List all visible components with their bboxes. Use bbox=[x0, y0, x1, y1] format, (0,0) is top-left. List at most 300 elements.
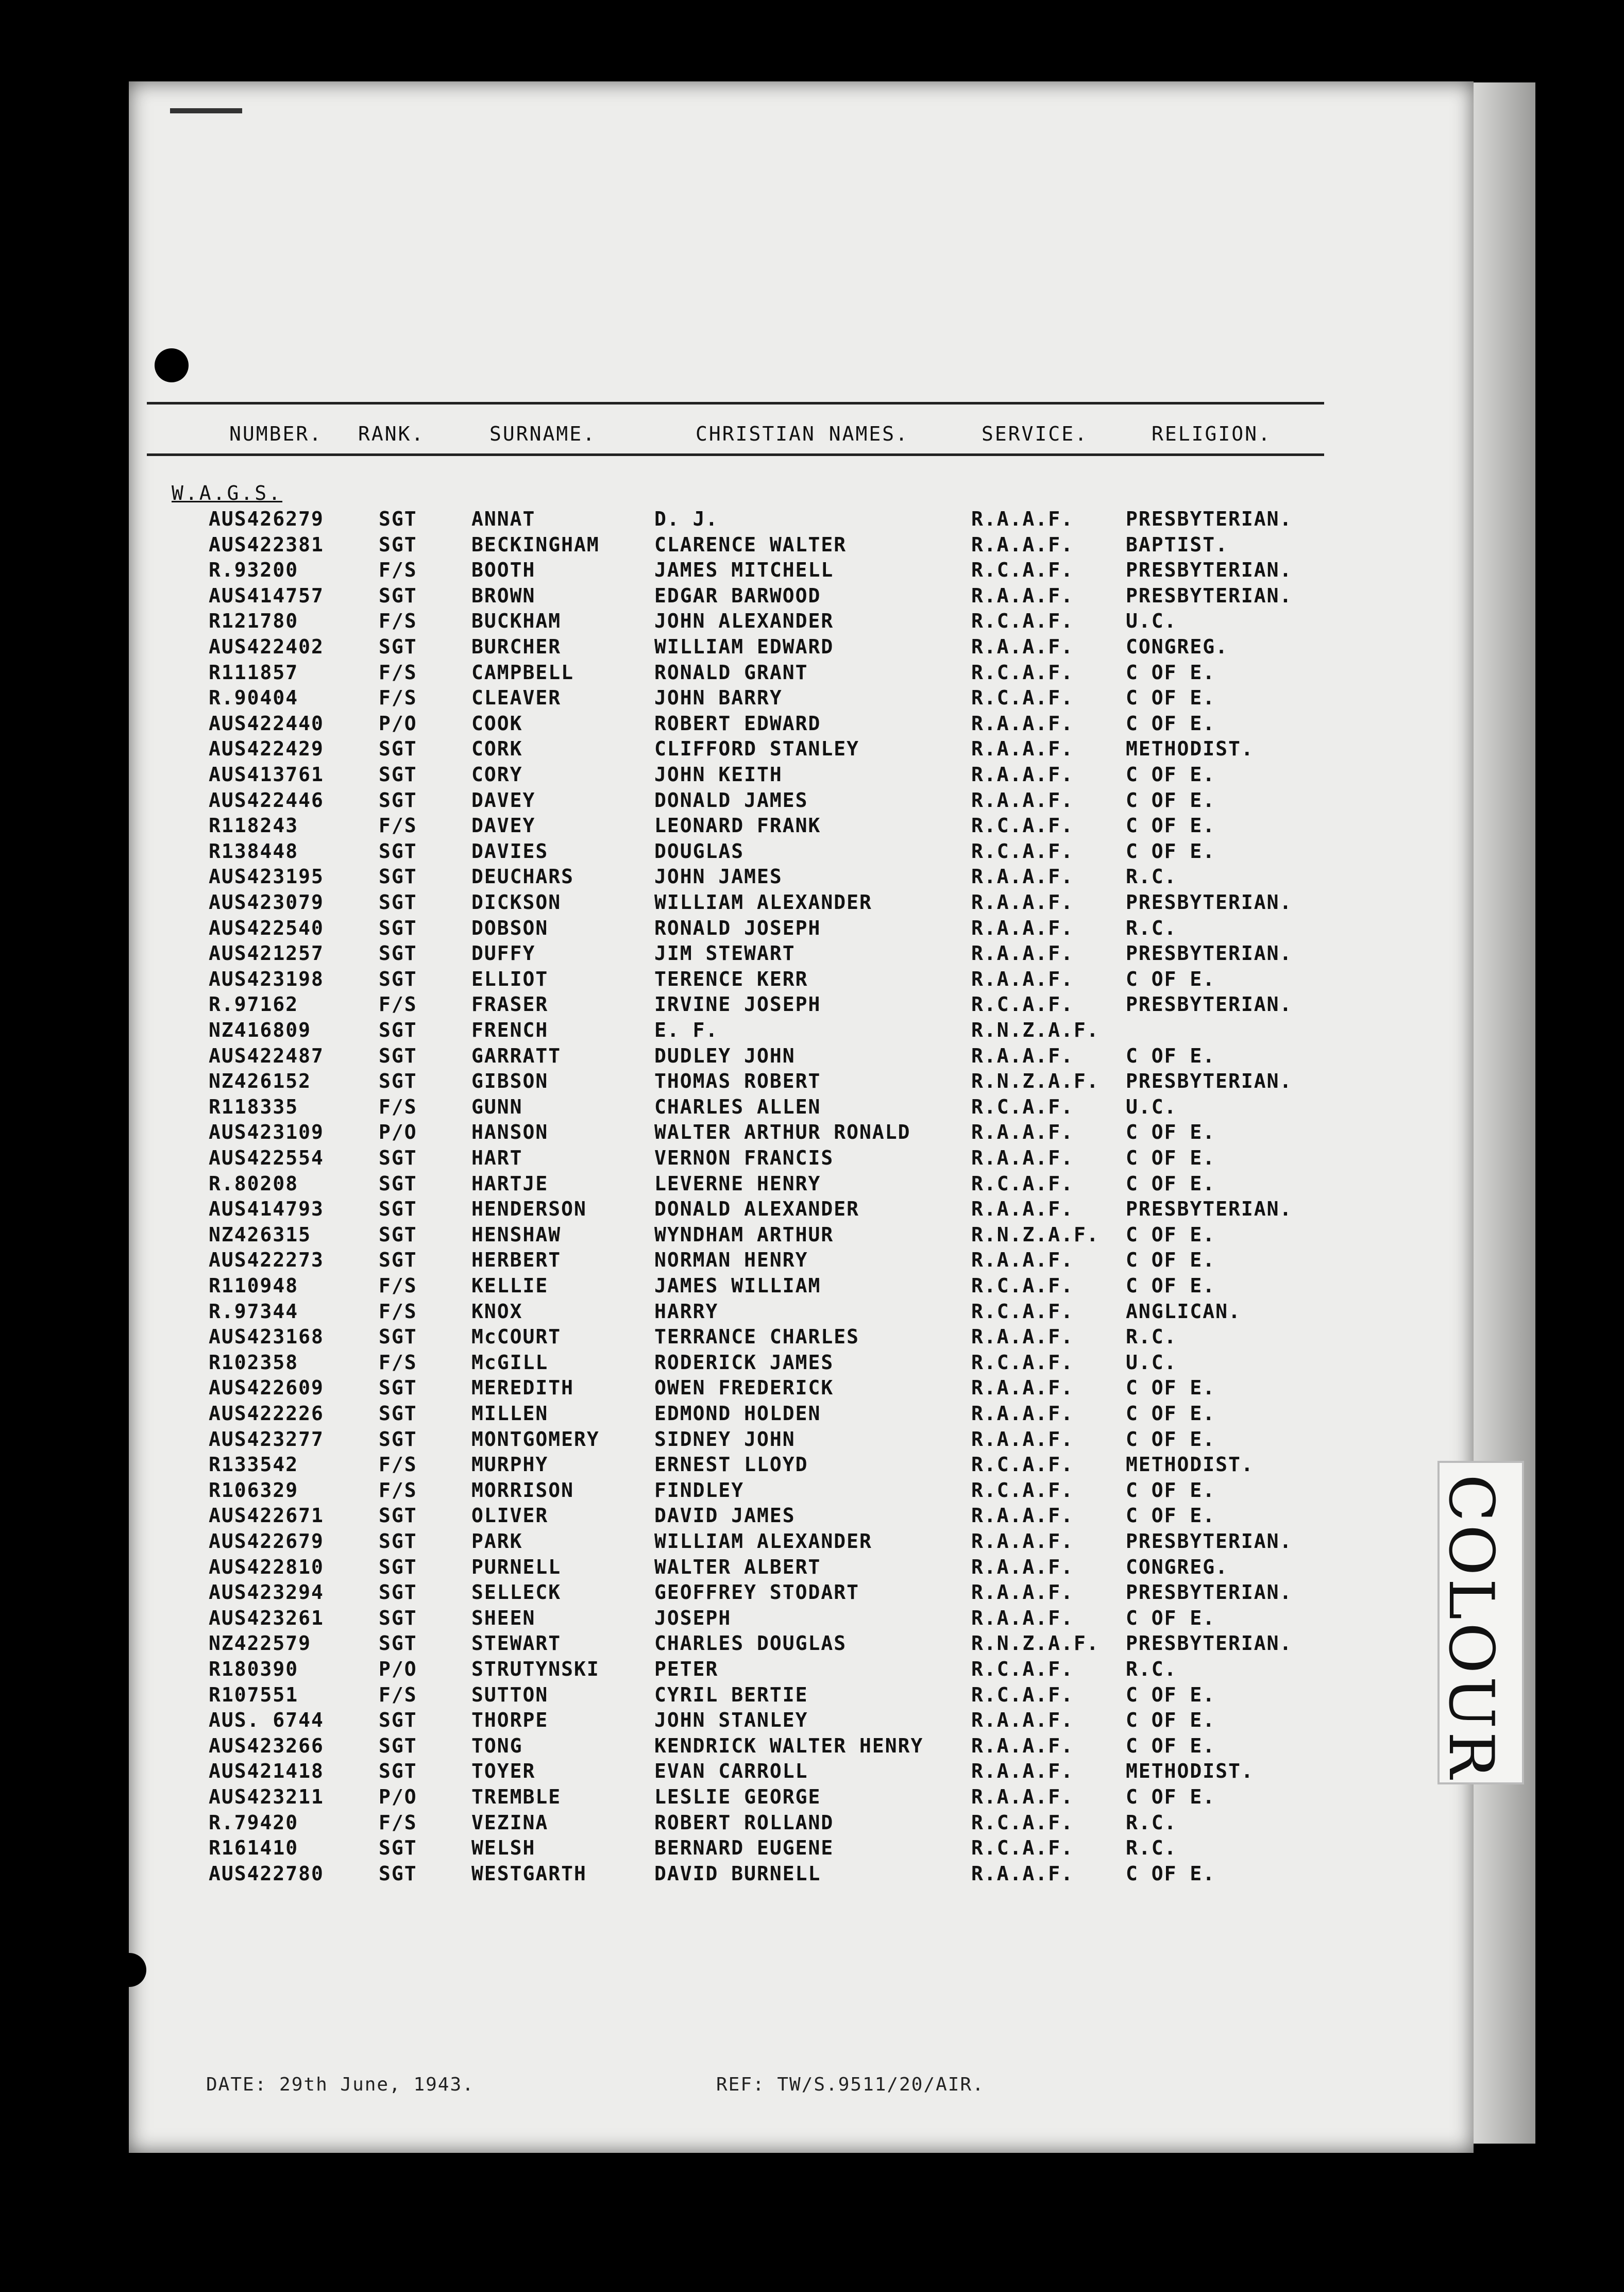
cell-surname: HARTJE bbox=[471, 1172, 549, 1195]
colour-tag-text: COLOUR bbox=[1435, 1474, 1507, 1781]
cell-christian-names: PETER bbox=[654, 1658, 719, 1680]
header-surname: SURNAME. bbox=[489, 423, 597, 445]
table-row bbox=[0, 610, 1391, 635]
cell-service: R.A.A.F. bbox=[971, 916, 1074, 939]
cell-service: R.A.A.F. bbox=[971, 1044, 1074, 1067]
punch-hole-top bbox=[155, 348, 189, 382]
cell-surname: BROWN bbox=[471, 584, 536, 607]
cell-religion: C OF E. bbox=[1126, 1862, 1216, 1885]
table-row bbox=[0, 1249, 1391, 1274]
cell-service: R.A.A.F. bbox=[971, 1249, 1074, 1272]
cell-service: R.N.Z.A.F. bbox=[971, 1019, 1099, 1041]
cell-surname: DICKSON bbox=[471, 891, 562, 914]
table-row bbox=[0, 1325, 1391, 1351]
cell-surname: SELLECK bbox=[471, 1581, 562, 1604]
cell-surname: BOOTH bbox=[471, 559, 536, 582]
cell-religion: C OF E. bbox=[1126, 1683, 1216, 1706]
cell-religion: CONGREG. bbox=[1126, 1555, 1229, 1578]
cell-surname: HANSON bbox=[471, 1121, 549, 1144]
table-row bbox=[0, 1044, 1391, 1070]
cell-number: AUS423294 bbox=[209, 1581, 324, 1604]
cell-religion: C OF E. bbox=[1126, 661, 1216, 684]
cell-surname: WELSH bbox=[471, 1836, 536, 1860]
cell-rank: P/O bbox=[379, 1658, 417, 1680]
table-row bbox=[0, 1760, 1391, 1785]
cell-surname: WESTGARTH bbox=[471, 1862, 587, 1885]
cell-christian-names: JOHN JAMES bbox=[654, 865, 783, 888]
table-row bbox=[0, 1453, 1391, 1479]
cell-rank: SGT bbox=[379, 737, 417, 761]
cell-number: R.93200 bbox=[209, 559, 299, 582]
cell-rank: F/S bbox=[379, 1453, 417, 1476]
cell-rank: SGT bbox=[379, 1249, 417, 1272]
cell-number: AUS421418 bbox=[209, 1760, 324, 1783]
cell-christian-names: KENDRICK WALTER HENRY bbox=[654, 1734, 924, 1757]
cell-service: R.A.A.F. bbox=[971, 1427, 1074, 1451]
cell-christian-names: JAMES WILLIAM bbox=[654, 1274, 821, 1297]
header-rule-bottom bbox=[147, 453, 1324, 456]
cell-service: R.A.A.F. bbox=[971, 1530, 1074, 1553]
table-row bbox=[0, 1300, 1391, 1326]
cell-religion: R.C. bbox=[1126, 865, 1177, 888]
cell-service: R.C.A.F. bbox=[971, 1300, 1074, 1323]
cell-surname: DEUCHARS bbox=[471, 865, 574, 888]
cell-religion: C OF E. bbox=[1126, 788, 1216, 812]
cell-surname: DAVEY bbox=[471, 814, 536, 837]
table-row bbox=[0, 1607, 1391, 1632]
cell-christian-names: WYNDHAM ARTHUR bbox=[654, 1223, 834, 1246]
cell-service: R.C.A.F. bbox=[971, 993, 1074, 1016]
cell-religion: PRESBYTERIAN. bbox=[1126, 1070, 1293, 1093]
cell-religion: U.C. bbox=[1126, 1351, 1177, 1374]
cell-surname: ELLIOT bbox=[471, 967, 549, 990]
cell-christian-names: RONALD JOSEPH bbox=[654, 916, 821, 939]
cell-service: R.A.A.F. bbox=[971, 737, 1074, 761]
cell-surname: DAVIES bbox=[471, 839, 549, 863]
cell-religion: C OF E. bbox=[1126, 1427, 1216, 1451]
cell-religion: C OF E. bbox=[1126, 1223, 1216, 1246]
cell-surname: DUFFY bbox=[471, 942, 536, 965]
cell-service: R.A.A.F. bbox=[971, 891, 1074, 914]
cell-number: NZ426315 bbox=[209, 1223, 312, 1246]
cell-number: AUS422540 bbox=[209, 916, 324, 939]
table-row bbox=[0, 814, 1391, 840]
cell-service: R.C.A.F. bbox=[971, 686, 1074, 710]
cell-religion: ANGLICAN. bbox=[1126, 1300, 1241, 1323]
cell-service: R.A.A.F. bbox=[971, 942, 1074, 965]
table-row bbox=[0, 1351, 1391, 1377]
cell-number: R106329 bbox=[209, 1478, 299, 1502]
table-row bbox=[0, 1070, 1391, 1096]
table-row bbox=[0, 1581, 1391, 1607]
cell-number: AUS422487 bbox=[209, 1044, 324, 1067]
cell-christian-names: JOHN KEITH bbox=[654, 763, 783, 786]
cell-religion: PRESBYTERIAN. bbox=[1126, 1581, 1293, 1604]
cell-christian-names: WALTER ALBERT bbox=[654, 1555, 821, 1578]
cell-christian-names: RODERICK JAMES bbox=[654, 1351, 834, 1374]
footer-date: DATE: 29th June, 1943. bbox=[206, 2074, 475, 2095]
cell-number: R.79420 bbox=[209, 1811, 299, 1834]
cell-rank: SGT bbox=[379, 1427, 417, 1451]
cell-christian-names: FINDLEY bbox=[654, 1478, 745, 1502]
cell-service: R.C.A.F. bbox=[971, 661, 1074, 684]
cell-religion: PRESBYTERIAN. bbox=[1126, 942, 1293, 965]
cell-service: R.A.A.F. bbox=[971, 967, 1074, 990]
cell-number: AUS423195 bbox=[209, 865, 324, 888]
cell-christian-names: IRVINE JOSEPH bbox=[654, 993, 821, 1016]
cell-christian-names: THOMAS ROBERT bbox=[654, 1070, 821, 1093]
cell-religion: PRESBYTERIAN. bbox=[1126, 993, 1293, 1016]
cell-service: R.C.A.F. bbox=[971, 610, 1074, 633]
cell-number: AUS426279 bbox=[209, 508, 324, 530]
table-row bbox=[0, 968, 1391, 993]
cell-christian-names: JOHN STANLEY bbox=[654, 1709, 808, 1732]
table-row bbox=[0, 942, 1391, 968]
cell-religion: C OF E. bbox=[1126, 1785, 1216, 1808]
table-row bbox=[0, 635, 1391, 661]
cell-christian-names: ROBERT EDWARD bbox=[654, 712, 821, 735]
cell-rank: SGT bbox=[379, 839, 417, 863]
cell-number: AUS422440 bbox=[209, 712, 324, 735]
cell-rank: SGT bbox=[379, 1147, 417, 1169]
cell-religion: PRESBYTERIAN. bbox=[1126, 1632, 1293, 1655]
cell-number: NZ416809 bbox=[209, 1019, 312, 1041]
cell-service: R.C.A.F. bbox=[971, 1683, 1074, 1706]
cell-rank: F/S bbox=[379, 559, 417, 582]
cell-service: R.A.A.F. bbox=[971, 1760, 1074, 1783]
cell-christian-names: D. J. bbox=[654, 508, 719, 530]
cell-number: R.80208 bbox=[209, 1172, 299, 1195]
cell-number: NZ426152 bbox=[209, 1070, 312, 1093]
cell-number: AUS423266 bbox=[209, 1734, 324, 1757]
cell-christian-names: CYRIL BERTIE bbox=[654, 1683, 808, 1706]
cell-rank: F/S bbox=[379, 1351, 417, 1374]
cell-rank: SGT bbox=[379, 763, 417, 786]
table-row bbox=[0, 1223, 1391, 1249]
cell-number: R161410 bbox=[209, 1836, 299, 1860]
paper-edge bbox=[1474, 82, 1535, 2144]
cell-religion: C OF E. bbox=[1126, 712, 1216, 735]
table-row bbox=[0, 1172, 1391, 1198]
cell-service: R.C.A.F. bbox=[971, 839, 1074, 863]
table-row bbox=[0, 1121, 1391, 1147]
table-row bbox=[0, 1836, 1391, 1862]
cell-rank: SGT bbox=[379, 1019, 417, 1041]
table-row bbox=[0, 686, 1391, 712]
cell-number: R138448 bbox=[209, 839, 299, 863]
cell-number: AUS423198 bbox=[209, 967, 324, 990]
table-row bbox=[0, 1504, 1391, 1530]
cell-christian-names: CLIFFORD STANLEY bbox=[654, 737, 860, 761]
cell-service: R.A.A.F. bbox=[971, 1555, 1074, 1578]
cell-surname: CAMPBELL bbox=[471, 661, 574, 684]
table-row bbox=[0, 533, 1391, 559]
cell-religion: C OF E. bbox=[1126, 1147, 1216, 1169]
cell-number: AUS422226 bbox=[209, 1402, 324, 1425]
cell-service: R.A.A.F. bbox=[971, 1402, 1074, 1425]
cell-rank: F/S bbox=[379, 1300, 417, 1323]
cell-christian-names: JOSEPH bbox=[654, 1606, 732, 1629]
cell-number: AUS413761 bbox=[209, 763, 324, 786]
cell-service: R.C.A.F. bbox=[971, 1811, 1074, 1834]
cell-number: AUS423168 bbox=[209, 1325, 324, 1349]
section-label: W.A.G.S. bbox=[172, 482, 283, 504]
cell-service: R.A.A.F. bbox=[971, 1785, 1074, 1808]
cell-number: AUS423079 bbox=[209, 891, 324, 914]
cell-christian-names: JOHN ALEXANDER bbox=[654, 610, 834, 633]
cell-rank: P/O bbox=[379, 712, 417, 735]
cell-number: R110948 bbox=[209, 1274, 299, 1297]
cell-service: R.A.A.F. bbox=[971, 1504, 1074, 1527]
cell-number: R118335 bbox=[209, 1095, 299, 1118]
table-row bbox=[0, 840, 1391, 866]
table-row bbox=[0, 508, 1391, 533]
cell-christian-names: EDGAR BARWOOD bbox=[654, 584, 821, 607]
cell-surname: DAVEY bbox=[471, 788, 536, 812]
cell-service: R.C.A.F. bbox=[971, 1351, 1074, 1374]
cell-number: R111857 bbox=[209, 661, 299, 684]
cell-religion: PRESBYTERIAN. bbox=[1126, 1198, 1293, 1221]
cell-rank: SGT bbox=[379, 1070, 417, 1093]
cell-religion: U.C. bbox=[1126, 610, 1177, 633]
header-rule-top bbox=[147, 402, 1324, 405]
cell-service: R.A.A.F. bbox=[971, 1581, 1074, 1604]
cell-surname: MORRISON bbox=[471, 1478, 574, 1502]
cell-religion: METHODIST. bbox=[1126, 1453, 1254, 1476]
cell-surname: HART bbox=[471, 1147, 523, 1169]
cell-surname: PARK bbox=[471, 1530, 523, 1553]
cell-rank: SGT bbox=[379, 891, 417, 914]
cell-religion: C OF E. bbox=[1126, 1044, 1216, 1067]
cell-christian-names: CHARLES ALLEN bbox=[654, 1095, 821, 1118]
cell-rank: SGT bbox=[379, 1325, 417, 1349]
table-row bbox=[0, 1198, 1391, 1223]
cell-christian-names: DONALD JAMES bbox=[654, 788, 808, 812]
cell-rank: F/S bbox=[379, 814, 417, 837]
cell-christian-names: NORMAN HENRY bbox=[654, 1249, 808, 1272]
cell-service: R.A.A.F. bbox=[971, 865, 1074, 888]
cell-surname: BUCKHAM bbox=[471, 610, 562, 633]
cell-surname: FRASER bbox=[471, 993, 549, 1016]
cell-surname: COOK bbox=[471, 712, 523, 735]
cell-christian-names: SIDNEY JOHN bbox=[654, 1427, 796, 1451]
cell-religion: BAPTIST. bbox=[1126, 533, 1229, 556]
header-religion: RELIGION. bbox=[1152, 423, 1272, 445]
cell-number: AUS414757 bbox=[209, 584, 324, 607]
cell-surname: STRUTYNSKI bbox=[471, 1658, 600, 1680]
cell-number: AUS422446 bbox=[209, 788, 324, 812]
cell-christian-names: ROBERT ROLLAND bbox=[654, 1811, 834, 1834]
table-row bbox=[0, 584, 1391, 610]
cell-service: R.N.Z.A.F. bbox=[971, 1223, 1099, 1246]
cell-christian-names: VERNON FRANCIS bbox=[654, 1147, 834, 1169]
cell-service: R.A.A.F. bbox=[971, 1325, 1074, 1349]
cell-rank: SGT bbox=[379, 1709, 417, 1732]
cell-religion: C OF E. bbox=[1126, 763, 1216, 786]
cell-number: AUS422273 bbox=[209, 1249, 324, 1272]
cell-christian-names: BERNARD EUGENE bbox=[654, 1836, 834, 1860]
cell-surname: McGILL bbox=[471, 1351, 549, 1374]
cell-religion: PRESBYTERIAN. bbox=[1126, 1530, 1293, 1553]
cell-christian-names: DAVID JAMES bbox=[654, 1504, 796, 1527]
table-row bbox=[0, 1632, 1391, 1658]
cell-surname: KELLIE bbox=[471, 1274, 549, 1297]
cell-rank: SGT bbox=[379, 1223, 417, 1246]
cell-religion: C OF E. bbox=[1126, 1249, 1216, 1272]
cell-rank: SGT bbox=[379, 584, 417, 607]
cell-surname: BURCHER bbox=[471, 635, 562, 658]
cell-rank: SGT bbox=[379, 1504, 417, 1527]
cell-religion: C OF E. bbox=[1126, 1121, 1216, 1144]
cell-rank: SGT bbox=[379, 1376, 417, 1400]
cell-rank: F/S bbox=[379, 1478, 417, 1502]
cell-service: R.C.A.F. bbox=[971, 1172, 1074, 1195]
cell-religion: U.C. bbox=[1126, 1095, 1177, 1118]
cell-rank: SGT bbox=[379, 635, 417, 658]
cell-rank: F/S bbox=[379, 686, 417, 710]
cell-service: R.C.A.F. bbox=[971, 1095, 1074, 1118]
cell-surname: MILLEN bbox=[471, 1402, 549, 1425]
cell-service: R.A.A.F. bbox=[971, 635, 1074, 658]
cell-number: R.97162 bbox=[209, 993, 299, 1016]
cell-christian-names: ERNEST LLOYD bbox=[654, 1453, 808, 1476]
cell-service: R.A.A.F. bbox=[971, 712, 1074, 735]
cell-surname: SHEEN bbox=[471, 1606, 536, 1629]
cell-rank: SGT bbox=[379, 967, 417, 990]
cell-number: AUS422554 bbox=[209, 1147, 324, 1169]
table-row bbox=[0, 1811, 1391, 1837]
cell-religion: METHODIST. bbox=[1126, 737, 1254, 761]
cell-christian-names: DAVID BURNELL bbox=[654, 1862, 821, 1885]
cell-rank: F/S bbox=[379, 1095, 417, 1118]
cell-rank: SGT bbox=[379, 1530, 417, 1553]
cell-surname: BECKINGHAM bbox=[471, 533, 600, 556]
cell-number: AUS422671 bbox=[209, 1504, 324, 1527]
cell-service: R.A.A.F. bbox=[971, 1121, 1074, 1144]
cell-surname: GUNN bbox=[471, 1095, 523, 1118]
cell-religion: C OF E. bbox=[1126, 967, 1216, 990]
header-number: NUMBER. bbox=[229, 423, 323, 445]
cell-surname: MONTGOMERY bbox=[471, 1427, 600, 1451]
cell-surname: STEWART bbox=[471, 1632, 562, 1655]
cell-religion: R.C. bbox=[1126, 916, 1177, 939]
cell-religion: R.C. bbox=[1126, 1811, 1177, 1834]
cell-surname: MEREDITH bbox=[471, 1376, 574, 1400]
cell-christian-names: JAMES MITCHELL bbox=[654, 559, 834, 582]
cell-surname: HERBERT bbox=[471, 1249, 562, 1272]
cell-rank: SGT bbox=[379, 1734, 417, 1757]
cell-service: R.A.A.F. bbox=[971, 763, 1074, 786]
table-row bbox=[0, 712, 1391, 738]
cell-rank: SGT bbox=[379, 788, 417, 812]
table-row bbox=[0, 1019, 1391, 1044]
punch-hole-bottom bbox=[112, 1953, 146, 1987]
cell-number: R.97344 bbox=[209, 1300, 299, 1323]
table-row bbox=[0, 1479, 1391, 1505]
cell-religion: C OF E. bbox=[1126, 1172, 1216, 1195]
cell-christian-names: LESLIE GEORGE bbox=[654, 1785, 821, 1808]
cell-christian-names: RONALD GRANT bbox=[654, 661, 808, 684]
table-row bbox=[0, 1402, 1391, 1428]
cell-service: R.A.A.F. bbox=[971, 1376, 1074, 1400]
cell-service: R.C.A.F. bbox=[971, 1836, 1074, 1860]
cell-religion: C OF E. bbox=[1126, 1376, 1216, 1400]
staple-mark bbox=[170, 108, 242, 113]
cell-christian-names: JIM STEWART bbox=[654, 942, 796, 965]
footer-ref: REF: TW/S.9511/20/AIR. bbox=[716, 2074, 985, 2095]
table-row bbox=[0, 661, 1391, 687]
cell-rank: SGT bbox=[379, 942, 417, 965]
cell-christian-names: EDMOND HOLDEN bbox=[654, 1402, 821, 1425]
cell-religion: C OF E. bbox=[1126, 1478, 1216, 1502]
cell-christian-names: DUDLEY JOHN bbox=[654, 1044, 796, 1067]
cell-rank: F/S bbox=[379, 661, 417, 684]
cell-service: R.A.A.F. bbox=[971, 788, 1074, 812]
cell-service: R.A.A.F. bbox=[971, 1709, 1074, 1732]
cell-number: R180390 bbox=[209, 1658, 299, 1680]
cell-service: R.C.A.F. bbox=[971, 1453, 1074, 1476]
cell-rank: SGT bbox=[379, 1760, 417, 1783]
cell-service: R.A.A.F. bbox=[971, 1606, 1074, 1629]
cell-religion: R.C. bbox=[1126, 1325, 1177, 1349]
cell-rank: SGT bbox=[379, 1632, 417, 1655]
cell-rank: SGT bbox=[379, 1044, 417, 1067]
cell-number: AUS423109 bbox=[209, 1121, 324, 1144]
cell-religion: PRESBYTERIAN. bbox=[1126, 508, 1293, 530]
cell-number: AUS422381 bbox=[209, 533, 324, 556]
cell-service: R.A.A.F. bbox=[971, 1147, 1074, 1169]
cell-rank: F/S bbox=[379, 1683, 417, 1706]
cell-number: AUS423211 bbox=[209, 1785, 324, 1808]
table-row bbox=[0, 1530, 1391, 1556]
cell-surname: VEZINA bbox=[471, 1811, 549, 1834]
cell-number: AUS421257 bbox=[209, 942, 324, 965]
cell-service: R.C.A.F. bbox=[971, 559, 1074, 582]
cell-number: AUS414793 bbox=[209, 1198, 324, 1221]
table-row bbox=[0, 1658, 1391, 1683]
cell-service: R.C.A.F. bbox=[971, 1478, 1074, 1502]
cell-number: AUS. 6744 bbox=[209, 1709, 324, 1732]
cell-service: R.A.A.F. bbox=[971, 533, 1074, 556]
table-row bbox=[0, 737, 1391, 763]
table-row bbox=[0, 763, 1391, 789]
cell-number: AUS422609 bbox=[209, 1376, 324, 1400]
cell-surname: KNOX bbox=[471, 1300, 523, 1323]
cell-rank: SGT bbox=[379, 1581, 417, 1604]
table-row bbox=[0, 993, 1391, 1019]
cell-christian-names: LEVERNE HENRY bbox=[654, 1172, 821, 1195]
cell-christian-names: CHARLES DOUGLAS bbox=[654, 1632, 847, 1655]
cell-number: R.90404 bbox=[209, 686, 299, 710]
cell-number: R121780 bbox=[209, 610, 299, 633]
cell-christian-names: TERRANCE CHARLES bbox=[654, 1325, 860, 1349]
colour-tag bbox=[1437, 1461, 1524, 1784]
cell-rank: SGT bbox=[379, 1836, 417, 1860]
cell-surname: SUTTON bbox=[471, 1683, 549, 1706]
cell-christian-names: DOUGLAS bbox=[654, 839, 745, 863]
cell-rank: SGT bbox=[379, 916, 417, 939]
cell-religion: R.C. bbox=[1126, 1836, 1177, 1860]
cell-christian-names: JOHN BARRY bbox=[654, 686, 783, 710]
cell-surname: THORPE bbox=[471, 1709, 549, 1732]
table-row bbox=[0, 917, 1391, 942]
table-row bbox=[0, 559, 1391, 584]
cell-christian-names: GEOFFREY STODART bbox=[654, 1581, 860, 1604]
cell-surname: DOBSON bbox=[471, 916, 549, 939]
cell-surname: HENSHAW bbox=[471, 1223, 562, 1246]
table-row bbox=[0, 891, 1391, 917]
cell-religion: C OF E. bbox=[1126, 839, 1216, 863]
